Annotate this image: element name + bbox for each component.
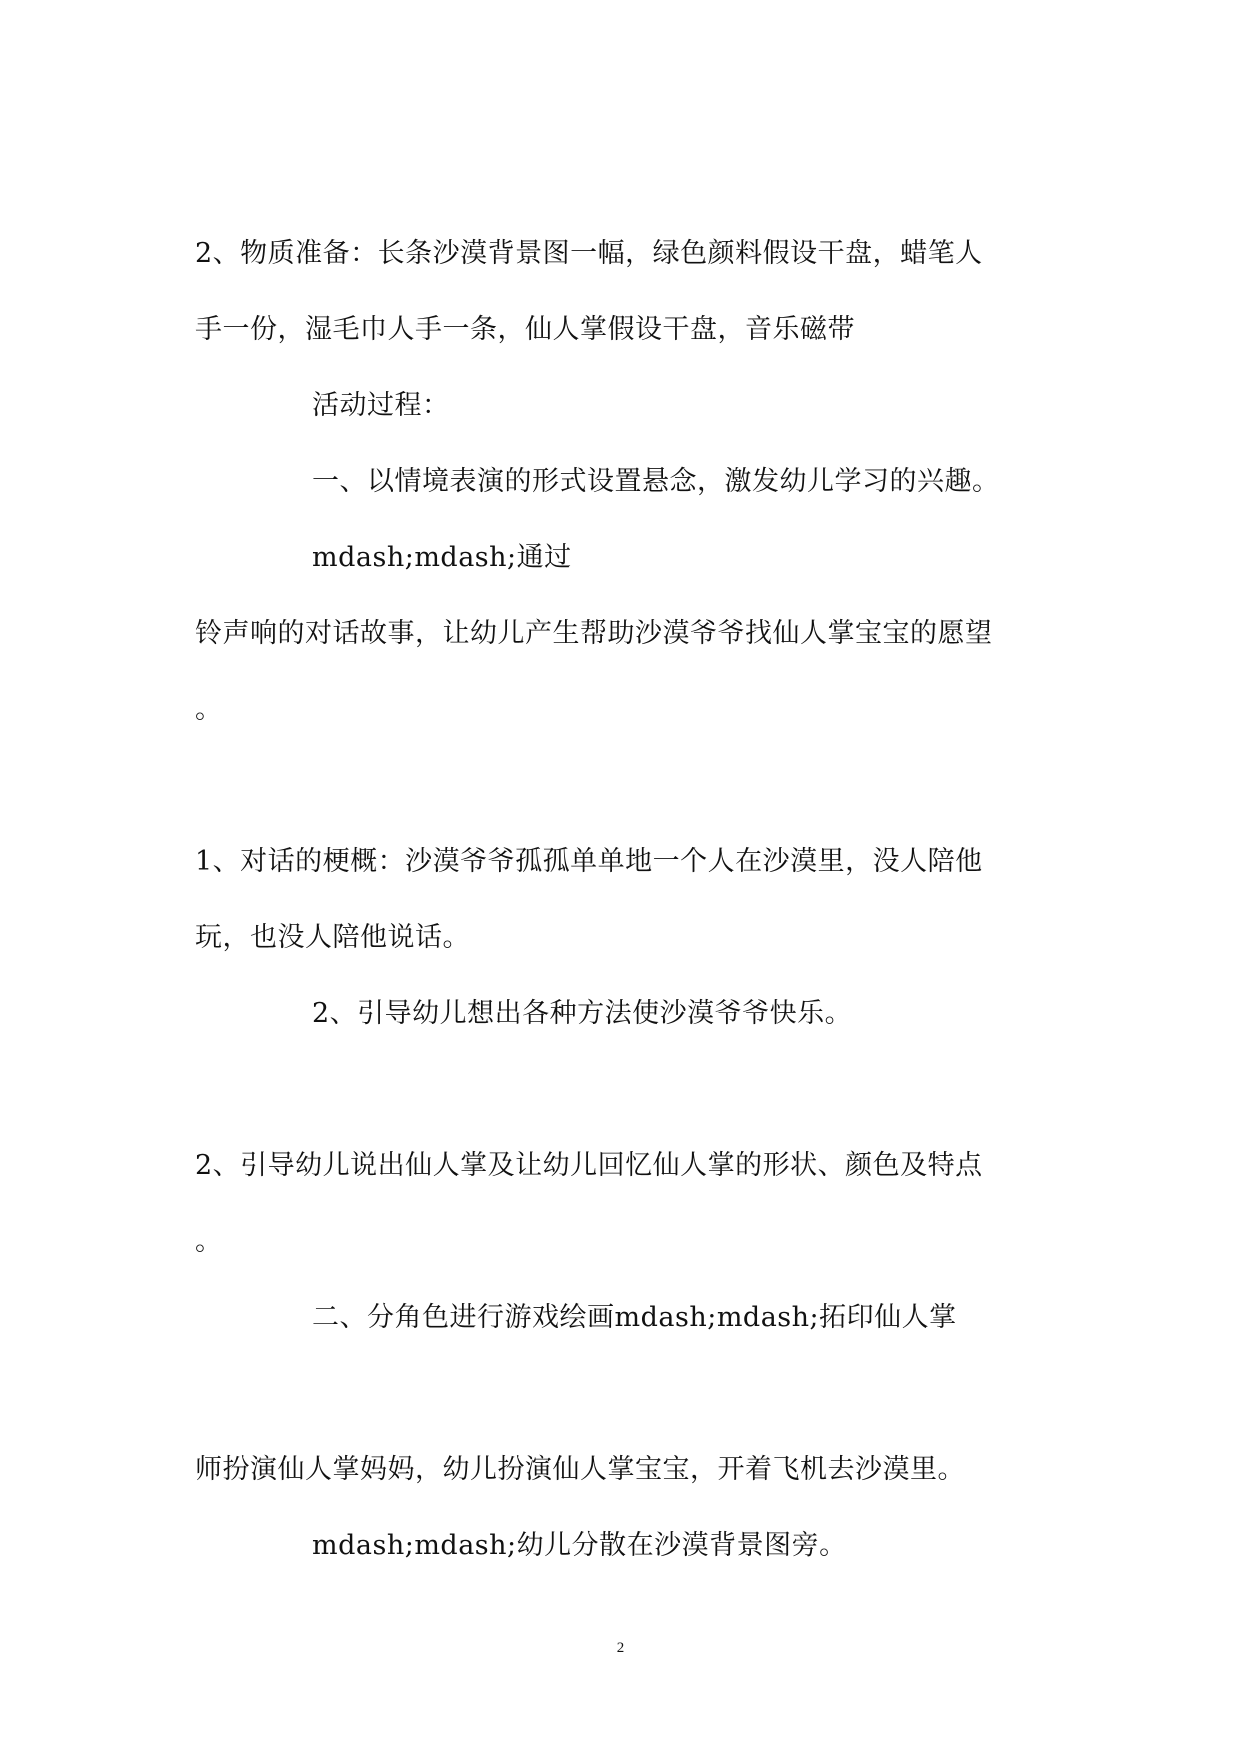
text-line: 。 <box>195 1226 223 1257</box>
text-line: 手一份，湿毛巾人手一条，仙人掌假设干盘，音乐磁带 <box>195 314 855 345</box>
text-line: 师扮演仙人掌妈妈，幼儿扮演仙人掌宝宝，开着飞机去沙漠里。 <box>195 1454 965 1485</box>
text-line: 。 <box>195 694 223 725</box>
text-line: 2、物质准备：长条沙漠背景图一幅，绿色颜料假设干盘，蜡笔人 <box>195 238 983 269</box>
text-line: 铃声响的对话故事，让幼儿产生帮助沙漠爷爷找仙人掌宝宝的愿望 <box>195 618 993 649</box>
text-line: 一、以情境表演的形式设置悬念，激发幼儿学习的兴趣。 <box>312 466 1000 497</box>
text-line: 2、引导幼儿说出仙人掌及让幼儿回忆仙人掌的形状、颜色及特点 <box>195 1150 983 1181</box>
text-line: 活动过程： <box>312 390 450 421</box>
text-line: mdash;mdash;幼儿分散在沙漠背景图旁。 <box>312 1530 847 1561</box>
page-number: 2 <box>616 1640 625 1656</box>
text-line: 二、分角色进行游戏绘画mdash;mdash;拓印仙人掌 <box>312 1302 957 1333</box>
text-line: 玩，也没人陪他说话。 <box>195 922 470 953</box>
text-line: 1、对话的梗概：沙漠爷爷孤孤单单地一个人在沙漠里，没人陪他 <box>195 846 983 877</box>
text-line: mdash;mdash;通过 <box>312 542 572 573</box>
text-line: 2、引导幼儿想出各种方法使沙漠爷爷快乐。 <box>312 998 853 1029</box>
